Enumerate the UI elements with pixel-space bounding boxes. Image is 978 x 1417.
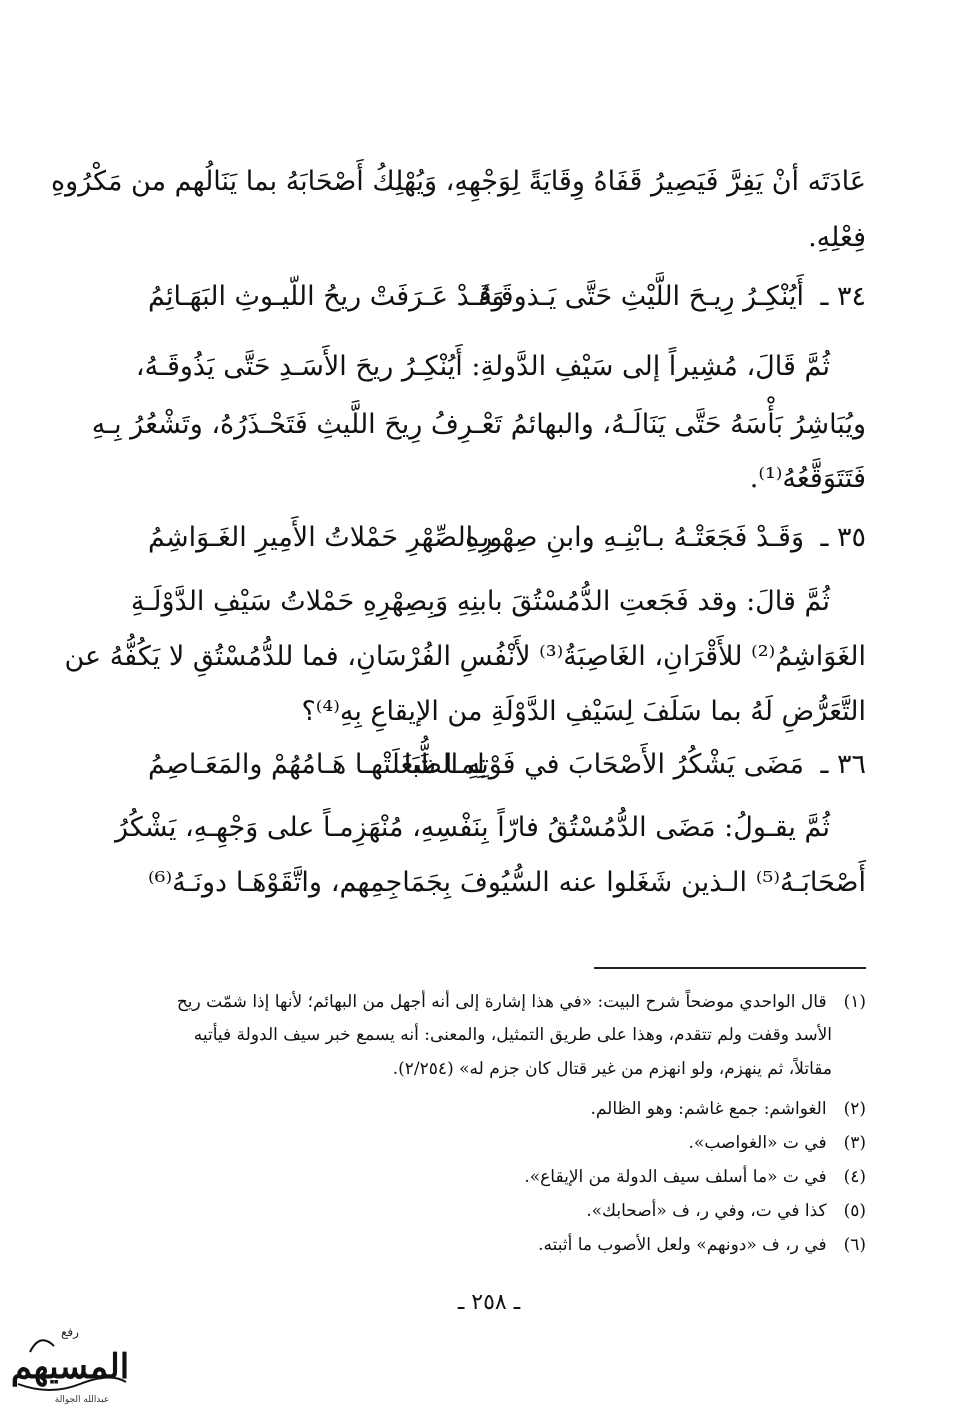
footnote-3 [148, 1129, 866, 1157]
footnote-number: (٥) [843, 1201, 866, 1221]
footnote-1-line-3: مقاتلاً، ثم ينهزم، ولو انهزم من غير قتال كان جزم له» (٢/٢٥٤). [392, 1059, 832, 1079]
paragraph-line: التَّعَرُّضِ لَهُ بما سَلَفَ لِسَيْفِ الدَّوْلَةِ من الإيقاعِ بِهِ⁽⁴⁾؟ [301, 696, 866, 727]
footnote-text: في ر، ف «دونهم» ولعل الأصوب ما أثبته. [538, 1235, 827, 1255]
footnote-number: (٦) [843, 1235, 866, 1255]
footnote-4 [148, 1163, 866, 1191]
svg-text:رفع: رفع [61, 1325, 79, 1339]
footnote-2 [148, 1095, 866, 1123]
verse-first-hemistich: وَقَـدْ فَجَعَتْـهُ بـابْنِـهِ وابنِ صِهْـرِهِ [465, 522, 804, 553]
footnote-number: (٤) [843, 1167, 866, 1187]
verse-number: ٣٤ ـ [820, 281, 866, 312]
paragraph-line: ويُبَاشِرُ بَأْسَهُ حَتَّى يَنَالَـهُ، والبهائمُ تَعْـرِفُ رِيحَ اللَّيثِ فَتَحْـذَرُهُ، وتَشْعُرُ بِـهِ [91, 409, 866, 440]
footnote-separator [594, 967, 866, 969]
footnote-number: (٣) [843, 1133, 866, 1153]
footnote-6 [148, 1231, 866, 1259]
footnote-1-line-2: الأسد وقفت ولم تتقدم، وهذا على طريق التمثيل، والمعنى: أنه يسمع خبر سيف الدولة فيأتيه [193, 1025, 832, 1045]
footnote-number: (١) [843, 992, 866, 1012]
verse-second-hemistich: وَقَـدْ عَـرَفَتْ ريحُ اللّيـوثِ البَهَـائِمُ [148, 281, 505, 312]
verse-34 [148, 275, 866, 319]
verse-number: ٣٥ ـ [820, 522, 866, 553]
footnote-1 [148, 988, 866, 1016]
paragraph-line: الغَوَاشِمُ⁽²⁾ للأَقْرَانِ، الغَاصِبَةُ⁽³⁾ لأَنْفُسِ الفُرْسَانِ، فما للدُّمُسْتُقِ لا يَكُفُّهُ عن [64, 641, 866, 672]
footnote-text: كذا في ت، وفي ر، ف «أصحابك». [586, 1201, 827, 1221]
paragraph-line: فَتَتَوَقَّعُهُ⁽¹⁾. [749, 463, 866, 494]
paragraph-line: عَادَتَه أنْ يَفِرَّ فَيَصِيرُ قَفَاهُ وِقَايَةً لِوَجْهِهِ، وَيُهْلِكُ أَصْحَابَهُ بما يَنَالُهم من مَكْرُوهِ [51, 166, 866, 197]
footnote-text: في ت «الغواصب». [688, 1133, 827, 1153]
verse-35 [148, 516, 866, 560]
paragraph-line: ثُمَّ يقـولُ: مَضَى الدُّمُسْتُقُ فارّاً بِنَفْسِهِ، مُنْهَزِمـاً على وَجْهِـهِ، يَشْكُرُ [114, 812, 830, 843]
verse-first-hemistich: أَيُنْكِـرُ رِيـحَ اللَّيْثِ حَتَّى يَـذوقَـهُ [478, 281, 804, 312]
paragraph-line: أَصْحَابَـهُ⁽⁵⁾ الـذين شَغَلوا عنه السُّيُوفَ بِجَمَاجِمِهم، واتَّقَوْهَـا دونَـهُ⁽⁶⁾ [148, 867, 866, 898]
paragraph-line: ثُمَّ قالَ: وقد فَجَعتِ الدُّمُسْتُقَ بابنِهِ وَبِصِهْرِهِ حَمْلاتُ سَيْفِ الدَّوْلَـةِ [130, 586, 830, 617]
footnote-text: قال الواحدي موضحاً شرح البيت: «في هذا إشارة إلى أنه أجهل من البهائم؛ لأنها إذا شمّت ريح [176, 992, 827, 1012]
footnote-5 [148, 1197, 866, 1225]
footnote-text: الغواشم: جمع غاشم: وهو الظالم. [590, 1099, 827, 1119]
verse-second-hemistich: لِمـا شَغَلَتْهـا هَـامُهُمْ والمَعَـاصِمُ [148, 749, 485, 780]
paragraph-line: فِعْلِهِ. [808, 222, 866, 253]
verse-number: ٣٦ ـ [820, 749, 866, 780]
svg-text:عبدالله الجوالة: عبدالله الجوالة [54, 1395, 110, 1405]
paragraph-line: ثُمَّ قَالَ، مُشِيراً إلى سَيْفِ الدَّولةِ: أَيُنْكِـرُ ريحَ الأَسَـدِ حَتَّى يَذُوقَـهُ، [135, 351, 830, 382]
calligraphy-stamp-logo [10, 1322, 130, 1408]
footnote-number: (٢) [843, 1099, 866, 1119]
verse-second-hemistich: وبـالصِّهْرِ حَمْلاتُ الأَمِيرِ الغَـوَاشِمُ [148, 522, 503, 553]
svg-text:المسيهم: المسيهم [10, 1347, 130, 1387]
verse-36 [148, 743, 866, 787]
verse-first-hemistich: مَضَى يَشْكُرُ الأَصْحَابَ في فَوْتِهِ الظُّبَا [403, 749, 804, 780]
footnote-text: في ت «ما أسلف سيف الدولة من الإيقاع». [524, 1167, 827, 1187]
page-number: ـ ٢٥٨ ـ [457, 1290, 521, 1315]
